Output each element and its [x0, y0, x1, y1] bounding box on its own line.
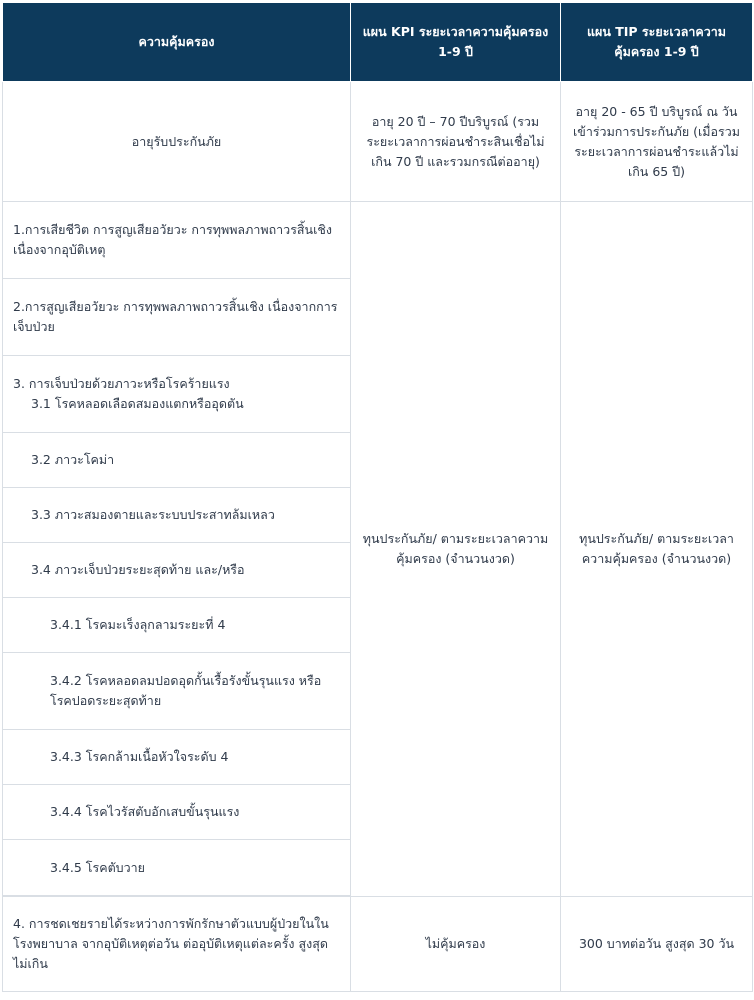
coverage-item: 3.4.4 โรคไวรัสตับอักเสบขั้นรุนแรง: [3, 785, 351, 840]
coverage-item: 3.3 ภาวะสมองตายและระบบประสาทล้มเหลว: [3, 488, 351, 543]
age-label: อายุรับประกันภัย: [3, 82, 351, 202]
table-header-row: [3, 3, 753, 82]
table-row: [3, 202, 753, 279]
age-tip: อายุ 20 - 65 ปี บริบูรณ์ ณ วันเข้าร่วมการประกันภัย (เมื่อรวมระยะเวลาการผ่อนชำระแล้วไม่เกิน 65 ปี): [561, 82, 753, 202]
coverage-item: 3.4.1 โรคมะเร็งลุกลามระยะที่ 4: [3, 598, 351, 653]
coverage-item: 3.4.2 โรคหลอดลมปอดอุดกั้นเรื้อรังขั้นรุนแรง หรือโรคปอดระยะสุดท้าย: [3, 653, 351, 730]
header-kpi-plan: แผน KPI ระยะเวลาความคุ้มครอง 1-9 ปี: [351, 3, 561, 82]
income-row: [3, 897, 753, 992]
coverage-item: [3, 356, 351, 433]
coverage-item: 2.การสูญเสียอวัยวะ การทุพพลภาพถาวรสิ้นเชิง เนื่องจากการเจ็บป่วย: [3, 279, 351, 356]
header-tip-plan: แผน TIP ระยะเวลาความคุ้มครอง 1-9 ปี: [561, 3, 753, 82]
income-kpi: ไม่คุ้มครอง: [351, 897, 561, 992]
age-row: [3, 82, 753, 202]
header-coverage: ความคุ้มครอง: [3, 3, 351, 82]
age-kpi: อายุ 20 ปี – 70 ปีบริบูรณ์ (รวมระยะเวลาการผ่อนชำระสินเชื่อไม่เกิน 70 ปี และรวมกรณีต่ออายุ): [351, 82, 561, 202]
income-label: 4. การชดเชยรายได้ระหว่างการพักรักษาตัวแบบผู้ป่วยในในโรงพยาบาล จากอุบัติเหตุต่อวัน ต่ออุบัติเหตุแต่ละครั้ง สูงสุดไม่เกิน: [3, 897, 351, 992]
coverage-subitem: 3.1 โรคหลอดเลือดสมองแตกหรืออุดตัน: [31, 396, 244, 411]
merged-kpi-cell: ทุนประกันภัย/ ตามระยะเวลาความคุ้มครอง (จำนวนงวด): [351, 202, 561, 897]
merged-tip-cell: ทุนประกันภัย/ ตามระยะเวลาความคุ้มครอง (จำนวนงวด): [561, 202, 753, 897]
income-tip: 300 บาทต่อวัน สูงสุด 30 วัน: [561, 897, 753, 992]
coverage-item: 3.4.5 โรคตับวาย: [3, 840, 351, 896]
coverage-item: 3.2 ภาวะโคม่า: [3, 433, 351, 488]
coverage-item: 3.4 ภาวะเจ็บป่วยระยะสุดท้าย และ/หรือ: [3, 543, 351, 598]
coverage-item: 3.4.3 โรคกล้ามเนื้อหัวใจระดับ 4: [3, 730, 351, 785]
coverage-item: 1.การเสียชีวิต การสูญเสียอวัยวะ การทุพพลภาพถาวรสิ้นเชิง เนื่องจากอุบัติเหตุ: [3, 202, 351, 279]
coverage-table: [2, 2, 753, 992]
coverage-item-heading: 3. การเจ็บป่วยด้วยภาวะหรือโรคร้ายแรง: [13, 376, 230, 391]
